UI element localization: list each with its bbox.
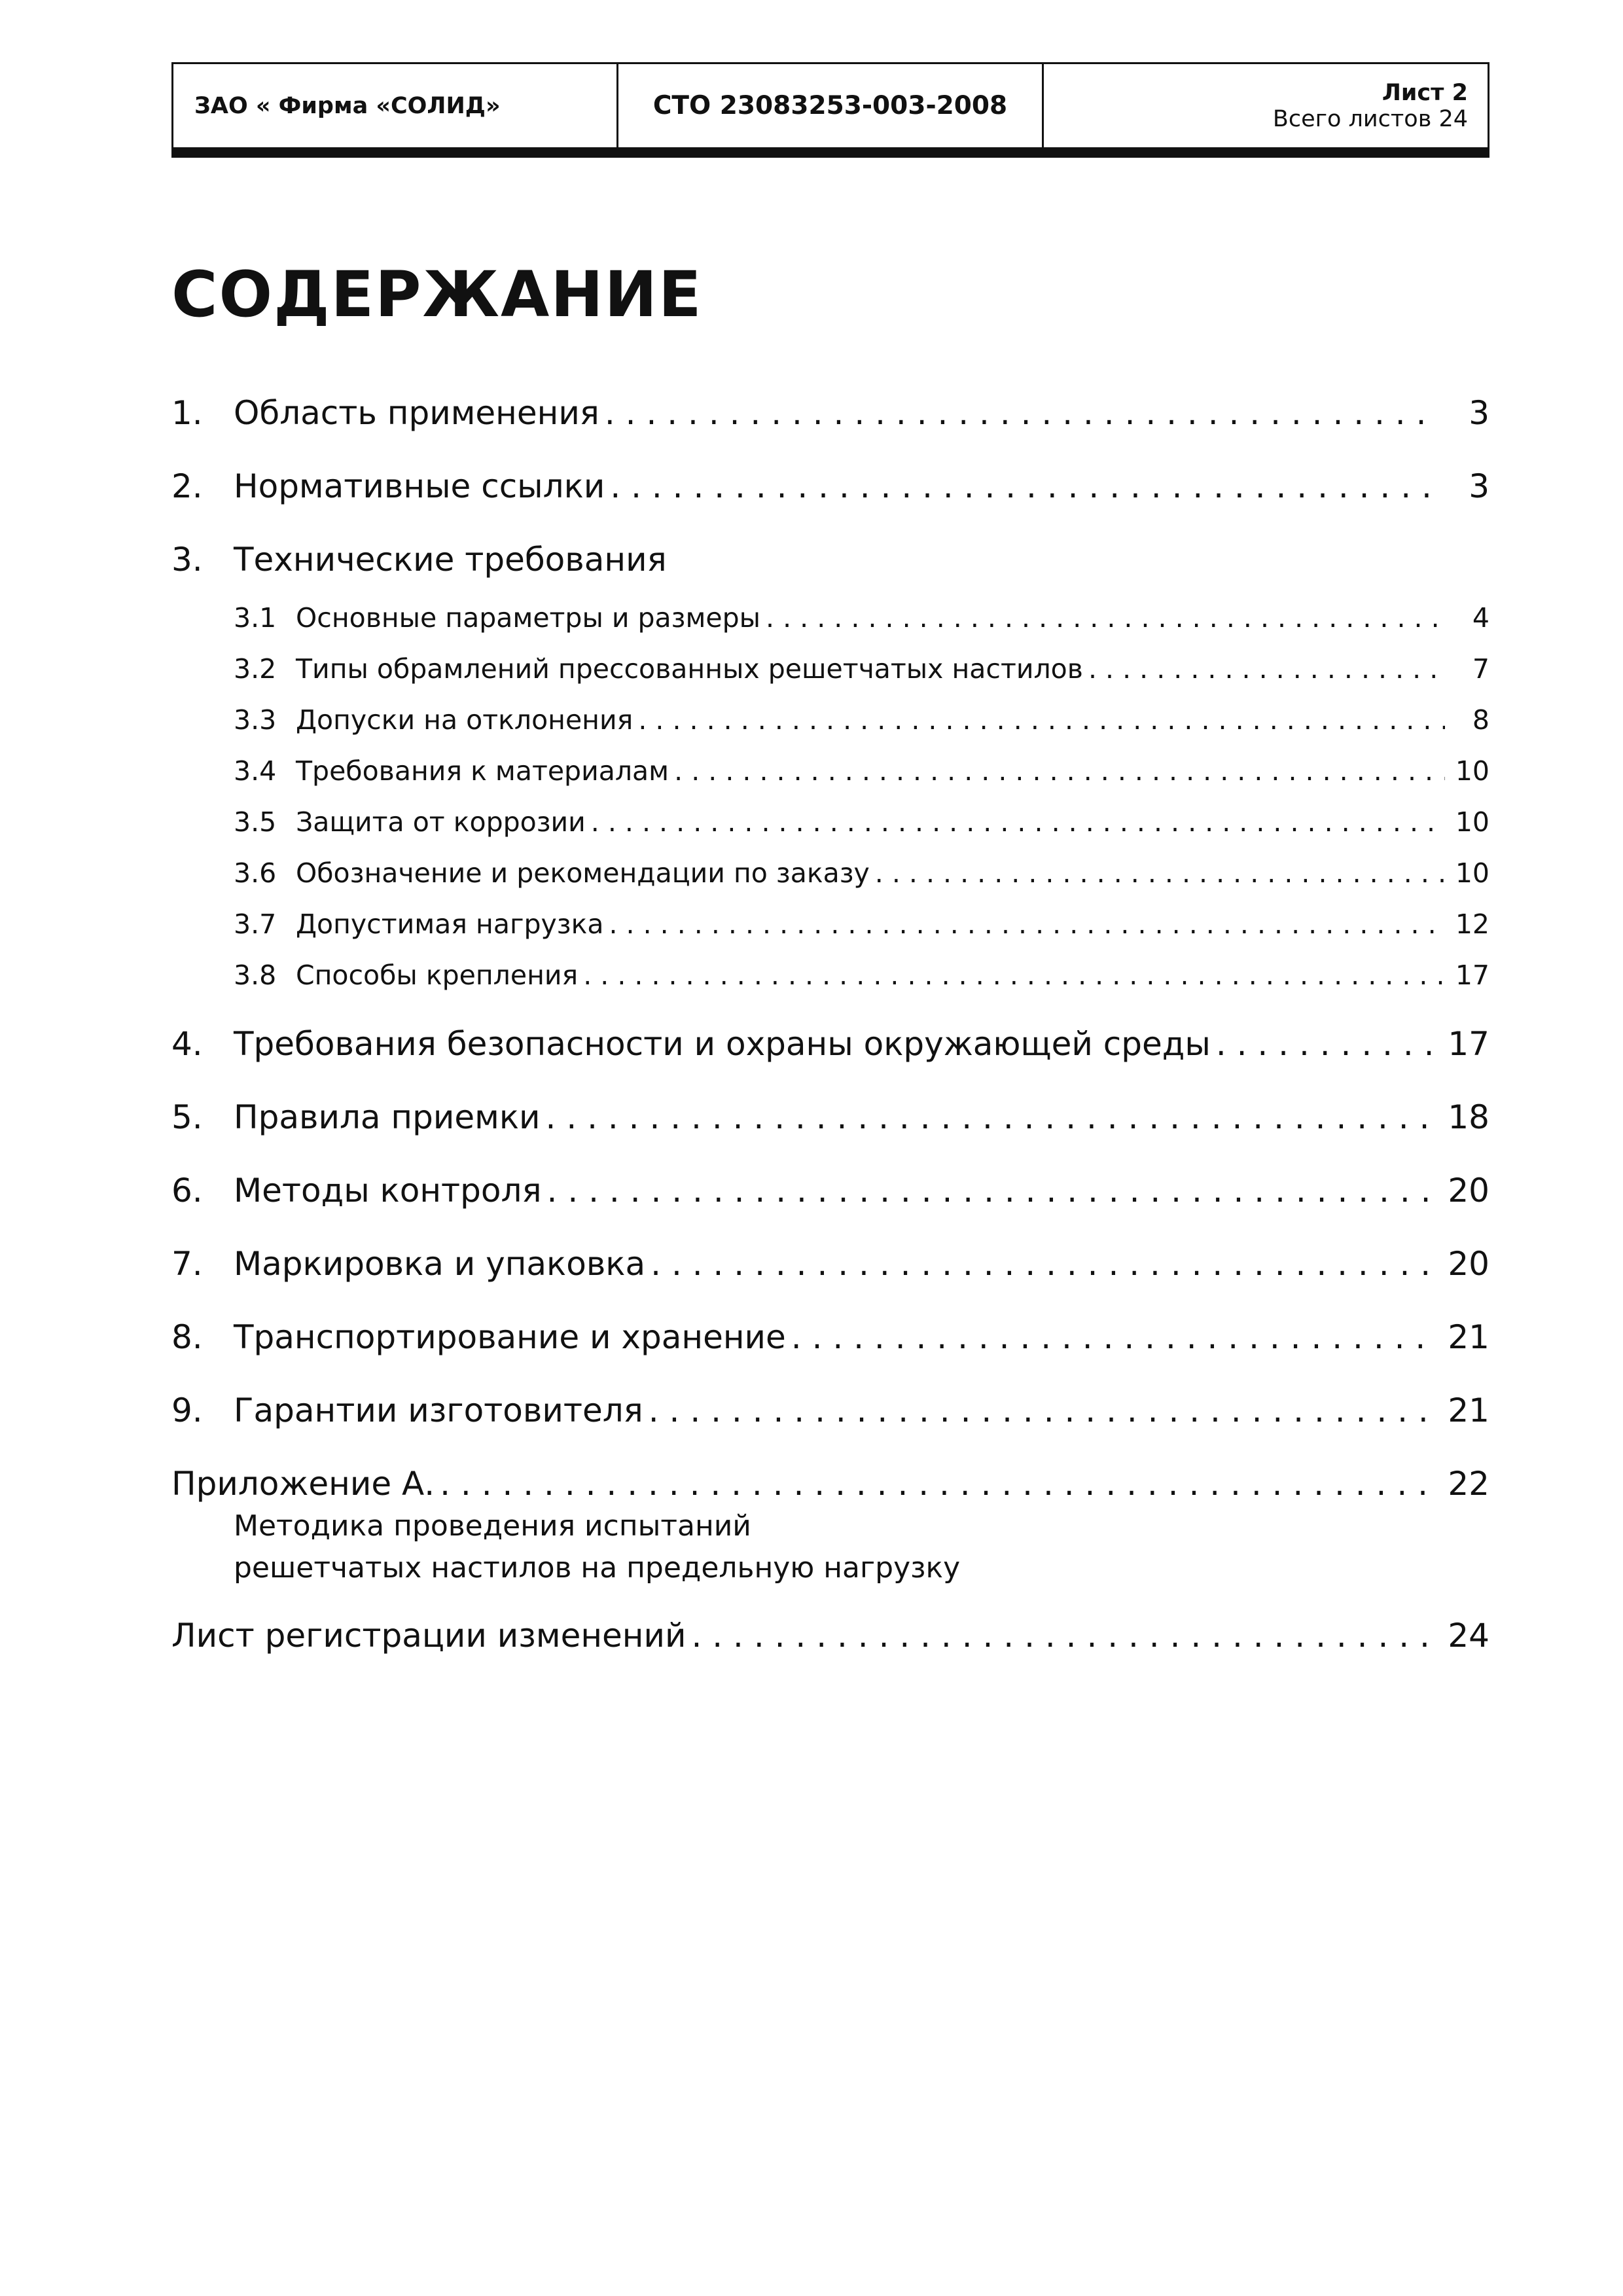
toc-item-number: 2. bbox=[171, 467, 203, 505]
toc-item-number: 6. bbox=[171, 1172, 203, 1210]
toc-subitem-3-4[interactable] bbox=[171, 755, 1489, 788]
toc-subitem-3-2[interactable] bbox=[171, 653, 1489, 686]
toc-item-label: Типы обрамлений прессованных решетчатых настилов bbox=[296, 653, 1083, 685]
toc-item-number: 3.7 bbox=[234, 908, 277, 940]
toc-item-number: 7. bbox=[171, 1245, 203, 1283]
toc-item-number: 3.1 bbox=[234, 602, 277, 634]
dot-leader bbox=[591, 806, 1445, 838]
toc-item-page: 3 bbox=[1469, 394, 1489, 432]
toc-item-page: 12 bbox=[1455, 908, 1489, 940]
dot-leader bbox=[1088, 653, 1445, 685]
dot-leader bbox=[691, 1617, 1438, 1655]
dot-leader bbox=[651, 1245, 1438, 1283]
toc-item-page: 20 bbox=[1448, 1245, 1489, 1283]
appendix-description bbox=[234, 1505, 960, 1589]
toc-item-page: 17 bbox=[1455, 960, 1489, 991]
toc-item-number: 1. bbox=[171, 394, 203, 432]
toc-item-label: Требования безопасности и охраны окружающей среды bbox=[234, 1025, 1211, 1063]
toc-item-label: Методы контроля bbox=[234, 1172, 542, 1210]
dot-leader bbox=[583, 960, 1445, 991]
toc-item-3[interactable] bbox=[171, 541, 1489, 581]
toc-item-number: 5. bbox=[171, 1098, 203, 1136]
appendix-description-line: решетчатых настилов на предельную нагрузку bbox=[234, 1551, 961, 1585]
toc-item-label: Приложение А. bbox=[171, 1465, 435, 1503]
toc-item-page: 7 bbox=[1472, 653, 1489, 685]
toc-item-label: Транспортирование и хранение bbox=[234, 1318, 786, 1356]
toc-item-label: Гарантии изготовителя bbox=[234, 1391, 643, 1429]
toc-item-page: 24 bbox=[1448, 1617, 1489, 1655]
sheet-info bbox=[1044, 64, 1488, 147]
toc-item-label: Правила приемки bbox=[234, 1098, 541, 1136]
toc-item-page: 20 bbox=[1448, 1172, 1489, 1210]
page-title: СОДЕРЖАНИЕ bbox=[171, 258, 703, 331]
toc-item-page: 21 bbox=[1448, 1318, 1489, 1356]
toc-item-page: 10 bbox=[1455, 806, 1489, 838]
toc-item-label: Допустимая нагрузка bbox=[296, 908, 604, 940]
toc-item-label: Технические требования bbox=[234, 541, 667, 579]
company-name: ЗАО « Фирма «СОЛИД» bbox=[173, 64, 618, 147]
toc-subitem-3-6[interactable] bbox=[171, 857, 1489, 890]
dot-leader bbox=[440, 1465, 1438, 1503]
toc-subitem-3-1[interactable] bbox=[171, 602, 1489, 635]
toc-item-label: Основные параметры и размеры bbox=[296, 602, 761, 634]
toc-item-label: Лист регистрации изменений bbox=[171, 1617, 687, 1655]
toc-item-4[interactable] bbox=[171, 1025, 1489, 1066]
toc-item-page: 8 bbox=[1472, 704, 1489, 736]
toc-item-number: 3.3 bbox=[234, 704, 277, 736]
toc-subitem-3-5[interactable] bbox=[171, 806, 1489, 839]
toc-item-page: 10 bbox=[1455, 755, 1489, 787]
dot-leader bbox=[791, 1318, 1438, 1356]
standard-code: СТО 23083253-003-2008 bbox=[618, 64, 1044, 147]
document-header bbox=[171, 62, 1489, 147]
dot-leader bbox=[610, 467, 1438, 505]
toc-item-1[interactable] bbox=[171, 394, 1489, 435]
toc-item-page: 22 bbox=[1448, 1465, 1489, 1503]
total-sheets: Всего листов 24 bbox=[1272, 105, 1468, 132]
toc-item-page: 21 bbox=[1448, 1391, 1489, 1429]
sheet-number: Лист 2 bbox=[1382, 79, 1468, 106]
toc-item-appendix-a[interactable] bbox=[171, 1465, 1489, 1505]
dot-leader bbox=[547, 1172, 1438, 1210]
toc-item-2[interactable] bbox=[171, 467, 1489, 508]
toc-item-page: 10 bbox=[1455, 857, 1489, 889]
dot-leader bbox=[638, 704, 1445, 736]
toc-subitem-3-8[interactable] bbox=[171, 960, 1489, 992]
dot-leader bbox=[766, 602, 1445, 634]
dot-leader bbox=[546, 1098, 1438, 1136]
toc-item-label: Маркировка и упаковка bbox=[234, 1245, 646, 1283]
toc-item-label: Защита от коррозии bbox=[296, 806, 586, 838]
toc-item-number: 3.4 bbox=[234, 755, 277, 787]
dot-leader bbox=[674, 755, 1445, 787]
appendix-description-line: Методика проведения испытаний bbox=[234, 1509, 751, 1543]
toc-item-change-log[interactable] bbox=[171, 1617, 1489, 1657]
dot-leader bbox=[605, 394, 1438, 432]
toc-item-7[interactable] bbox=[171, 1245, 1489, 1285]
dot-leader bbox=[649, 1391, 1438, 1429]
toc-item-label: Обозначение и рекомендации по заказу bbox=[296, 857, 870, 889]
toc-item-label: Область применения bbox=[234, 394, 599, 432]
toc-item-6[interactable] bbox=[171, 1172, 1489, 1212]
toc-item-page: 18 bbox=[1448, 1098, 1489, 1136]
toc-item-number: 3.6 bbox=[234, 857, 277, 889]
toc-item-label: Нормативные ссылки bbox=[234, 467, 605, 505]
toc-item-number: 3.2 bbox=[234, 653, 277, 685]
toc-item-label: Способы крепления bbox=[296, 960, 579, 991]
toc-item-5[interactable] bbox=[171, 1098, 1489, 1139]
toc-item-page: 3 bbox=[1469, 467, 1489, 505]
toc-item-page: 17 bbox=[1448, 1025, 1489, 1063]
dot-leader bbox=[1216, 1025, 1438, 1063]
toc-item-8[interactable] bbox=[171, 1318, 1489, 1359]
toc-item-9[interactable] bbox=[171, 1391, 1489, 1432]
toc-item-number: 3. bbox=[171, 541, 203, 579]
toc-item-page: 4 bbox=[1472, 602, 1489, 634]
toc-item-number: 8. bbox=[171, 1318, 203, 1356]
toc-subitem-3-3[interactable] bbox=[171, 704, 1489, 737]
toc-item-label: Требования к материалам bbox=[296, 755, 669, 787]
toc-item-number: 3.5 bbox=[234, 806, 277, 838]
toc-item-label: Допуски на отклонения bbox=[296, 704, 633, 736]
dot-leader bbox=[609, 908, 1445, 940]
toc-item-number: 9. bbox=[171, 1391, 203, 1429]
toc-item-number: 4. bbox=[171, 1025, 203, 1063]
toc-item-number: 3.8 bbox=[234, 960, 277, 991]
toc-subitem-3-7[interactable] bbox=[171, 908, 1489, 941]
dot-leader bbox=[875, 857, 1445, 889]
